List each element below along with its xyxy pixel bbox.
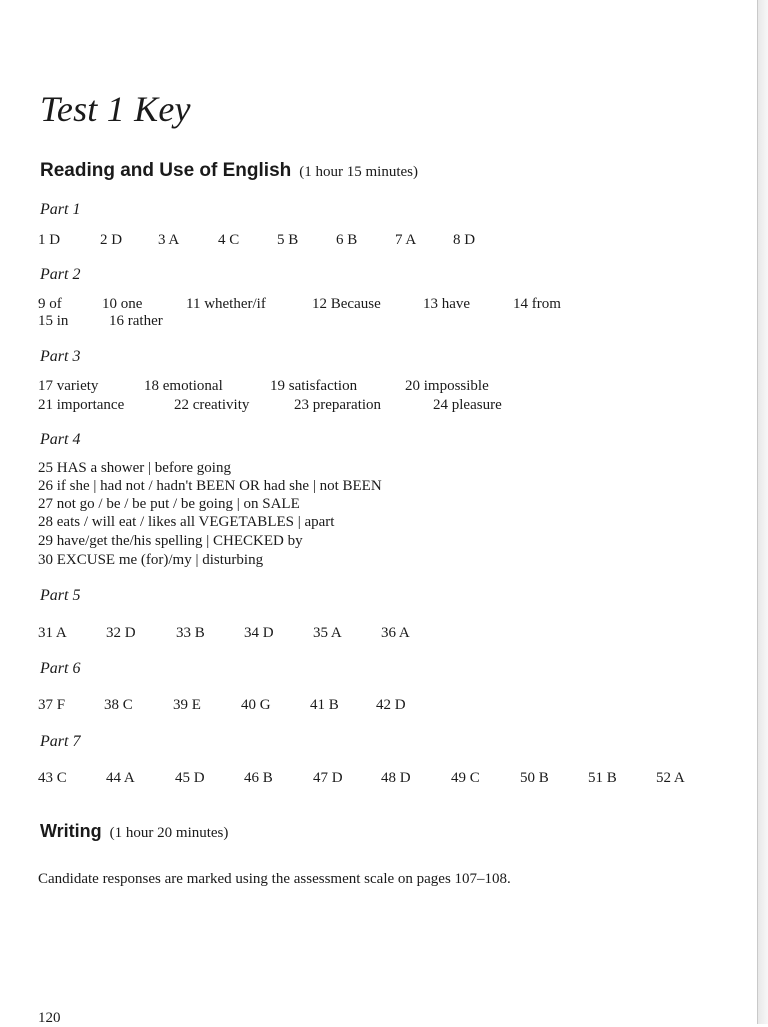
- writing-heading: Writing: [40, 821, 102, 841]
- part-3-label: Part 3: [40, 348, 81, 365]
- answer-item: 50 B: [520, 770, 549, 786]
- answer-item: 34 D: [244, 625, 274, 641]
- answer-item: 39 E: [173, 697, 201, 713]
- answer-item: 13 have: [423, 296, 471, 312]
- page-shadow: [758, 0, 768, 1024]
- answer-item: 1 D: [38, 232, 61, 248]
- answer-item: 42 D: [376, 697, 406, 713]
- answer-item: 47 D: [313, 770, 343, 786]
- answer-item: 15 in: [38, 313, 69, 329]
- answer-item: 17 variety: [38, 378, 99, 394]
- answer-item: 49 C: [451, 770, 480, 786]
- answer-item: 44 A: [106, 770, 135, 786]
- part-5-label: Part 5: [40, 587, 81, 604]
- answer-item: 7 A: [395, 232, 417, 248]
- answer-item: 8 D: [453, 232, 476, 248]
- page-number: 120: [38, 1010, 61, 1026]
- answer-item: 12 Because: [312, 296, 381, 312]
- answer-item: 5 B: [277, 232, 299, 248]
- reading-heading: Reading and Use of English: [40, 160, 292, 181]
- answer-item: 45 D: [175, 770, 205, 786]
- answer-item: 51 B: [588, 770, 617, 786]
- answer-item: 18 emotional: [144, 378, 223, 394]
- writing-note: Candidate responses are marked using the assessment scale on pages 107–108.: [38, 871, 511, 887]
- answer-item: 19 satisfaction: [270, 378, 358, 394]
- part-6-label: Part 6: [40, 660, 81, 677]
- answer-item: 10 one: [102, 296, 143, 312]
- answer-item: 9 of: [38, 296, 62, 312]
- transformation-answer: 28 eats / will eat / likes all VEGETABLES | apart: [38, 514, 335, 530]
- answer-item: 37 F: [38, 697, 66, 713]
- transformation-answer: 26 if she | had not / hadn't BEEN OR had she | not BEEN: [38, 478, 382, 494]
- writing-section-heading: [40, 821, 228, 842]
- answer-item: 11 whether/if: [186, 296, 266, 312]
- answer-item: 2 D: [100, 232, 123, 248]
- part-1-label: Part 1: [40, 201, 81, 218]
- answer-item: 33 B: [176, 625, 205, 641]
- writing-duration: (1 hour 20 minutes): [109, 825, 229, 841]
- transformation-answer: 27 not go / be / be put / be going | on SALE: [38, 496, 300, 512]
- answer-item: 14 from: [513, 296, 561, 312]
- answer-item: 35 A: [313, 625, 342, 641]
- reading-duration: (1 hour 15 minutes): [299, 164, 418, 180]
- answer-item: 24 pleasure: [433, 397, 502, 413]
- answer-item: 38 C: [104, 697, 133, 713]
- answer-item: 48 D: [381, 770, 411, 786]
- answer-item: 31 A: [38, 625, 67, 641]
- part-7-label: Part 7: [40, 733, 81, 750]
- answer-item: 43 C: [38, 770, 67, 786]
- answer-item: 20 impossible: [405, 378, 489, 394]
- answer-item: 22 creativity: [174, 397, 250, 413]
- answer-item: 36 A: [381, 625, 410, 641]
- page-title: Test 1 Key: [40, 89, 191, 129]
- answer-item: 40 G: [241, 697, 271, 713]
- answer-item: 32 D: [106, 625, 136, 641]
- answer-item: 46 B: [244, 770, 273, 786]
- answer-item: 16 rather: [109, 313, 163, 329]
- answer-item: 41 B: [310, 697, 339, 713]
- answer-item: 52 A: [656, 770, 685, 786]
- part-4-label: Part 4: [40, 431, 81, 448]
- reading-section-heading: [40, 160, 418, 182]
- answer-item: 3 A: [158, 232, 180, 248]
- transformation-answer: 30 EXCUSE me (for)/my | disturbing: [38, 552, 264, 568]
- answer-item: 6 B: [336, 232, 358, 248]
- part-2-label: Part 2: [40, 266, 81, 283]
- transformation-answer: 25 HAS a shower | before going: [38, 460, 231, 476]
- answer-item: 23 preparation: [294, 397, 382, 413]
- transformation-answer: 29 have/get the/his spelling | CHECKED by: [38, 533, 303, 549]
- answer-item: 4 C: [218, 232, 240, 248]
- answer-item: 21 importance: [38, 397, 125, 413]
